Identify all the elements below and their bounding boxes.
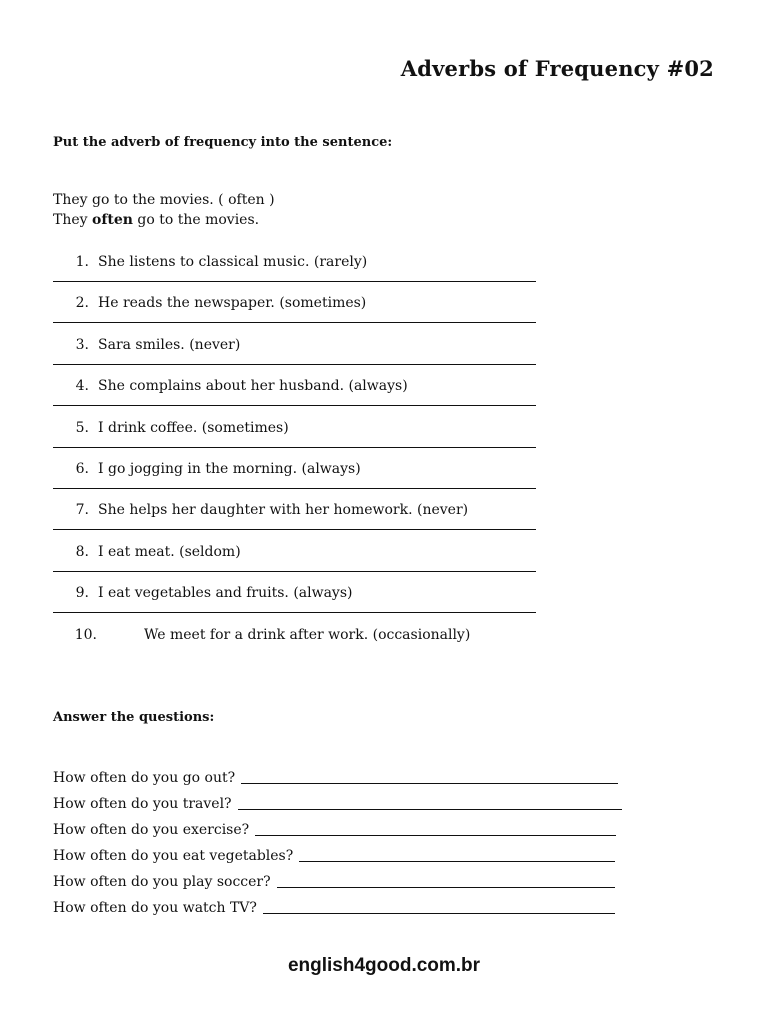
item-number: 2. xyxy=(75,295,89,312)
item-text: I eat meat. (seldom) xyxy=(98,543,241,560)
answer-line[interactable] xyxy=(53,529,536,530)
question-row xyxy=(53,900,615,916)
section1-instruction: Put the adverb of frequency into the sentence: xyxy=(53,135,393,150)
answer-blank[interactable] xyxy=(263,913,615,914)
answer-blank[interactable] xyxy=(277,887,615,888)
example-answer-before: They xyxy=(53,212,92,228)
item-number: 9. xyxy=(75,585,89,602)
page-title: Adverbs of Frequency #02 xyxy=(400,56,714,81)
item-text: Sara smiles. (never) xyxy=(98,336,241,353)
item-number: 7. xyxy=(75,502,89,519)
exercise-item xyxy=(53,337,536,378)
item-number: 6. xyxy=(75,461,89,477)
answer-line[interactable] xyxy=(53,364,536,365)
answer-line[interactable] xyxy=(53,612,536,613)
answer-blank[interactable] xyxy=(255,835,616,836)
exercise-item xyxy=(53,585,536,626)
answer-blank[interactable] xyxy=(241,783,618,784)
answer-line[interactable] xyxy=(53,322,536,323)
site-footer: english4good.com.br xyxy=(287,955,481,976)
example-answer-bold: often xyxy=(92,212,133,228)
item-number: 3. xyxy=(75,336,89,353)
answer-line[interactable] xyxy=(53,281,536,282)
exercise-item xyxy=(53,544,536,585)
answer-line[interactable] xyxy=(53,571,536,572)
question-text: How often do you eat vegetables? xyxy=(53,848,294,864)
answer-line[interactable] xyxy=(53,405,536,406)
answer-line[interactable] xyxy=(53,447,536,448)
exercise-item xyxy=(53,627,536,668)
question-row xyxy=(53,874,615,890)
question-row xyxy=(53,770,618,786)
item-number: 4. xyxy=(75,378,89,395)
exercise-item xyxy=(53,420,536,461)
question-text: How often do you play soccer? xyxy=(53,874,271,890)
exercise-item xyxy=(53,378,536,419)
example-answer xyxy=(53,212,259,228)
answer-blank[interactable] xyxy=(238,809,622,810)
exercise-item xyxy=(53,295,536,336)
item-text: We meet for a drink after work. (occasionally) xyxy=(144,626,471,643)
item-text: She helps her daughter with her homework. (never) xyxy=(98,502,469,519)
question-row xyxy=(53,796,622,812)
item-text: She complains about her husband. (always) xyxy=(98,378,408,395)
exercise-item xyxy=(53,254,536,295)
item-number: 10. xyxy=(74,626,97,643)
exercise-item xyxy=(53,502,536,543)
item-text: She listens to classical music. (rarely) xyxy=(98,254,368,270)
item-text: I eat vegetables and fruits. (always) xyxy=(98,585,353,602)
item-text: I go jogging in the morning. (always) xyxy=(98,461,361,477)
item-number: 1. xyxy=(75,254,89,270)
section2-instruction: Answer the questions: xyxy=(53,710,215,725)
item-number: 5. xyxy=(75,419,89,436)
answer-line[interactable] xyxy=(53,488,536,489)
question-text: How often do you watch TV? xyxy=(53,900,257,916)
item-text: I drink coffee. (sometimes) xyxy=(98,419,289,436)
example-prompt: They go to the movies. ( often ) xyxy=(53,192,275,208)
question-text: How often do you travel? xyxy=(53,796,232,812)
question-text: How often do you go out? xyxy=(53,770,236,786)
item-number: 8. xyxy=(75,543,89,560)
example-answer-after: go to the movies. xyxy=(132,212,260,228)
question-row xyxy=(53,822,616,838)
exercise-item xyxy=(53,461,536,502)
question-row xyxy=(53,848,615,864)
item-text: He reads the newspaper. (sometimes) xyxy=(98,295,367,312)
answer-blank[interactable] xyxy=(299,861,615,862)
question-text: How often do you exercise? xyxy=(53,822,250,838)
